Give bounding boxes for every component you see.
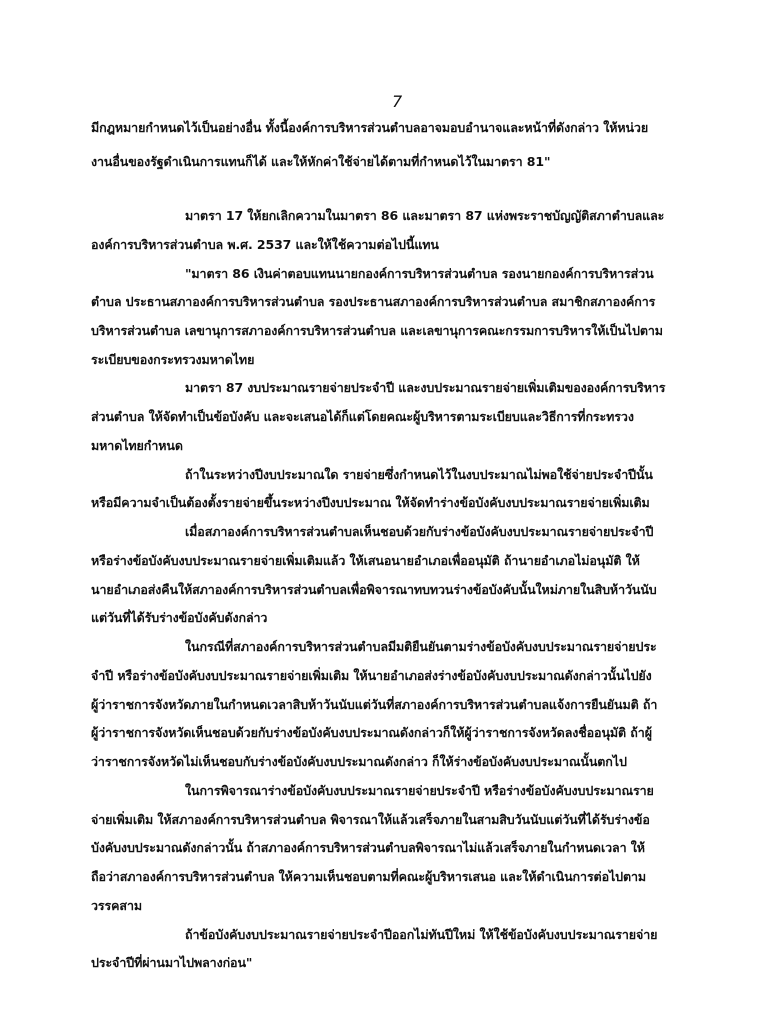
text-line: ส่วนตำบล ให้จัดทำเป็นข้อบังคับ และจะเสนอได้ก็แต่โดยคณะผู้บริหารตามระเบียบและวิธีการที่กระทรวง: [91, 409, 634, 424]
text-line: ผู้ว่าราชการจังหวัดภายในกำหนดเวลาสิบห้าวันนับแต่วันที่สภาองค์การบริหารส่วนตำบลแจ้งการยืนยันมติ ถ้า: [91, 697, 658, 712]
text-line: มีกฎหมายกำหนดไว้เป็นอย่างอื่น ทั้งนี้องค์การบริหารส่วนตำบลอาจมอบอำนาจและหน้าที่ดังกล่าว ให้หน่วย: [91, 120, 649, 135]
text-line: ในกรณีที่สภาองค์การบริหารส่วนตำบลมีมติยืนยันตามร่างข้อบังคับงบประมาณรายจ่ายประ: [185, 639, 657, 654]
page-number: 7: [392, 92, 403, 111]
text-line: งานอื่นของรัฐดำเนินการแทนก็ได้ และให้หักค่าใช้จ่ายได้ตามที่กำหนดไว้ในมาตรา 81": [91, 154, 551, 169]
text-line: ประจำปีที่ผ่านมาไปพลางก่อน": [91, 955, 253, 970]
text-line: ถ้าข้อบังคับงบประมาณรายจ่ายประจำปีออกไม่ทันปีใหม่ ให้ใช้ข้อบังคับงบประมาณรายจ่าย: [185, 927, 658, 942]
text-line: บังคับงบประมาณดังกล่าวนั้น ถ้าสภาองค์การบริหารส่วนตำบลพิจารณาไม่แล้วเสร็จภายในกำหนดเวลา ให้: [91, 840, 645, 855]
text-line: บริหารส่วนตำบล เลขานุการสภาองค์การบริหารส่วนตำบล และเลขานุการคณะกรรมการบริหารให้เป็นไปตาม: [91, 323, 663, 338]
text-line: ถือว่าสภาองค์การบริหารส่วนตำบล ให้ความเห็นชอบตามที่คณะผู้บริหารเสนอ และให้ดำเนินการต่อไปตาม: [91, 869, 647, 884]
text-line: ถ้าในระหว่างปีงบประมาณใด รายจ่ายซึ่งกำหนดไว้ในงบประมาณไม่พอใช้จ่ายประจำปีนั้น: [185, 467, 653, 482]
text-line: หรือร่างข้อบังคับงบประมาณรายจ่ายเพิ่มเติมแล้ว ให้เสนอนายอำเภอเพื่ออนุมัติ ถ้านายอำเภอไม่อนุมัติ ให้: [91, 553, 640, 568]
text-line: ว่าราชการจังหวัดไม่เห็นชอบกับร่างข้อบังคับงบประมาณดังกล่าว ก็ให้ร่างข้อบังคับงบประมาณนั้นตกไป: [91, 754, 627, 769]
text-line: นายอำเภอส่งคืนให้สภาองค์การบริหารส่วนตำบลเพื่อพิจารณาทบทวนร่างข้อบังคับนั้นใหม่ภายในสิบห้าวันนับ: [91, 582, 657, 597]
text-line: จำปี หรือร่างข้อบังคับงบประมาณรายจ่ายเพิ่มเติม ให้นายอำเภอส่งร่างข้อบังคับงบประมาณดังกล่าวนั้นไปยัง: [91, 668, 652, 683]
text-line: "มาตรา 86 เงินค่าตอบแทนนายกองค์การบริหารส่วนตำบล รองนายกองค์การบริหารส่วน: [185, 266, 654, 281]
text-line: ในการพิจารณาร่างข้อบังคับงบประมาณรายจ่ายประจำปี หรือร่างข้อบังคับงบประมาณราย: [185, 783, 654, 798]
text-line: ผู้ว่าราชการจังหวัดเห็นชอบด้วยกับร่างข้อบังคับงบประมาณดังกล่าวก็ให้ผู้ว่าราชการจังหวัดลงชื่ออนุมัติ ถ้าผู้: [91, 725, 652, 740]
text-line: มาตรา 17 ให้ยกเลิกความในมาตรา 86 และมาตรา 87 แห่งพระราชบัญญัติสภาตำบลและ: [185, 208, 665, 223]
text-line: มหาดไทยกำหนด: [91, 438, 183, 453]
text-line: ตำบล ประธานสภาองค์การบริหารส่วนตำบล รองประธานสภาองค์การบริหารส่วนตำบล สมาชิกสภาองค์การ: [91, 294, 656, 309]
text-line: ระเบียบของกระทรวงมหาดไทย: [91, 352, 255, 367]
text-line: มาตรา 87 งบประมาณรายจ่ายประจำปี และงบประมาณรายจ่ายเพิ่มเติมขององค์การบริหาร: [185, 380, 666, 395]
text-line: เมื่อสภาองค์การบริหารส่วนตำบลเห็นชอบด้วยกับร่างข้อบังคับงบประมาณรายจ่ายประจำปี: [185, 524, 654, 539]
text-line: แต่วันที่ได้รับร่างข้อบังคับดังกล่าว: [91, 610, 268, 625]
text-line: หรือมีความจำเป็นต้องตั้งรายจ่ายขึ้นระหว่างปีงบประมาณ ให้จัดทำร่างข้อบังคับงบประมาณรายจ่ายเพิ่มเติม: [91, 495, 650, 510]
text-line: องค์การบริหารส่วนตำบล พ.ศ. 2537 และให้ใช้ความต่อไปนี้แทน: [91, 237, 439, 252]
text-line: วรรคสาม: [91, 898, 142, 913]
text-line: จ่ายเพิ่มเติม ให้สภาองค์การบริหารส่วนตำบล พิจารณาให้แล้วเสร็จภายในสามสิบวันนับแต่วันที่ได้รับร่างข้อ: [91, 812, 650, 827]
